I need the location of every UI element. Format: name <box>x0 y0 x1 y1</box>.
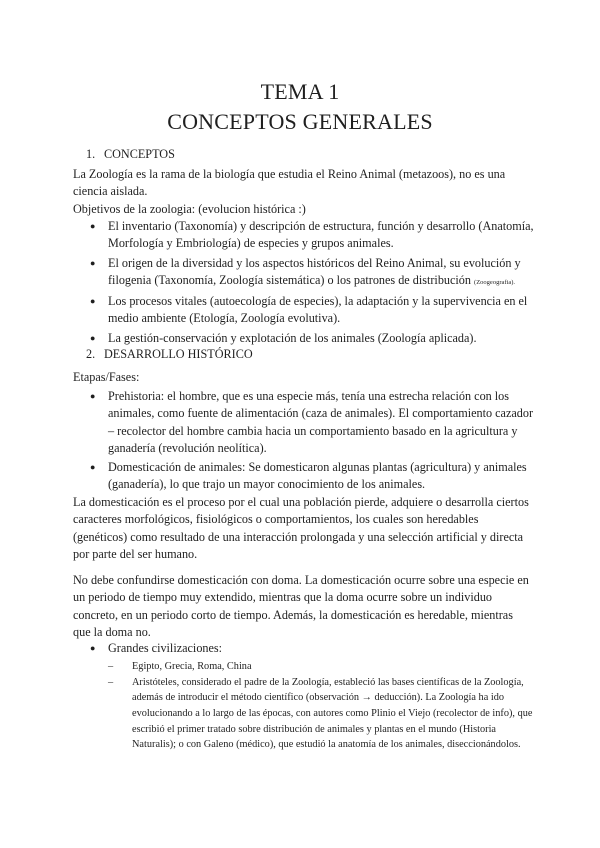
list-item <box>73 640 535 753</box>
section-heading-desarrollo <box>86 346 253 362</box>
intro-paragraph: La Zoología es la rama de la biología que estudia el Reino Animal (metazoos), no es una ciencia aislada. <box>73 167 506 199</box>
list-item-text: El origen de la diversidad y los aspectos históricos del Reino Animal, su evolución y filogenia (Taxonomía, Zoología sistemática) o los patrones de distribución <box>108 255 521 287</box>
section-label: DESARROLLO HISTÓRICO <box>104 347 253 361</box>
list-item: ● La gestión-conservación y explotación de los animales (Zoología aplicada). <box>73 330 535 347</box>
sublist-item: – Aristóteles, considerado el padre de la Zoología, estableció las bases científicas de la Zoología, además de introducir el método científico (observación → deducción). La Zoología ha ido evolucionando a lo largo de las épocas, con autores como Plinio el Viejo (recolector de info), que escribió el primer tratado sobre distribución de animales y plantas en el mundo (Historia Naturalis); o con Galeno (médico), que estudió la anatomía de los animales, diseccionándolos. <box>108 675 535 753</box>
page-title: TEMA 1 <box>260 79 340 104</box>
list-item: ● Prehistoria: el hombre, que es una especie más, tenía una estrecha relación con los animales, como fuente de alimentación (caza de animales). El comportamiento cazador – recolector del hombre cambia hacia un comportamiento basado en la agricultura y ganadería (revolución neolítica). <box>73 388 535 457</box>
civilizations-list <box>73 640 535 755</box>
section-heading-conceptos <box>86 146 175 162</box>
civilizations-heading: Grandes civilizaciones: <box>108 641 223 655</box>
domestication-paragraph: La domesticación es el proceso por el cual una población pierde, adquiere o desarrolla ciertos caracteres morfológicos, fisiológicos o comportamientos, los cuales son heredables (genéticos) como resultado de una interacción prolongada y una selección artificial y directa por parte del ser humano. <box>73 495 529 561</box>
stages-list <box>73 388 535 496</box>
list-item: ● El inventario (Taxonomía) y descripción de estructura, función y desarrollo (Anatomía, Morfología y Embriología) de especies y grupos animales. <box>73 218 535 253</box>
objectives-heading: Objetivos de la zoologia: (evolucion histórica :) <box>73 202 306 216</box>
page-subtitle: CONCEPTOS GENERALES <box>167 109 433 134</box>
doma-paragraph: No debe confundirse domesticación con doma. La domesticación ocurre sobre una especie en un periodo de tiempo muy extendido, mientras que la doma ocurre sobre un individuo concreto, en un periodo corto de tiempo. Además, la domesticación es heredable, mientras que la doma no. <box>73 573 529 639</box>
stages-heading: Etapas/Fases: <box>73 370 140 384</box>
list-item: ● Domesticación de animales: Se domesticaron algunas plantas (agricultura) y animales (ganadería), lo que trajo un mayor conocimiento de los animales. <box>73 459 535 494</box>
section-label: CONCEPTOS <box>104 147 175 161</box>
section-number: 1. <box>86 147 96 161</box>
objectives-list <box>73 218 535 349</box>
list-item-note: (Zoogeografia). <box>474 278 516 286</box>
section-number: 2. <box>86 347 96 361</box>
sublist-item: – Egipto, Grecia, Roma, China <box>108 659 535 675</box>
list-item: ● Los procesos vitales (autoecología de especies), la adaptación y la supervivencia en el medio ambiente (Etología, Zoología evolutiva). <box>73 293 535 328</box>
list-item <box>73 255 535 292</box>
civilizations-sublist <box>108 659 535 753</box>
